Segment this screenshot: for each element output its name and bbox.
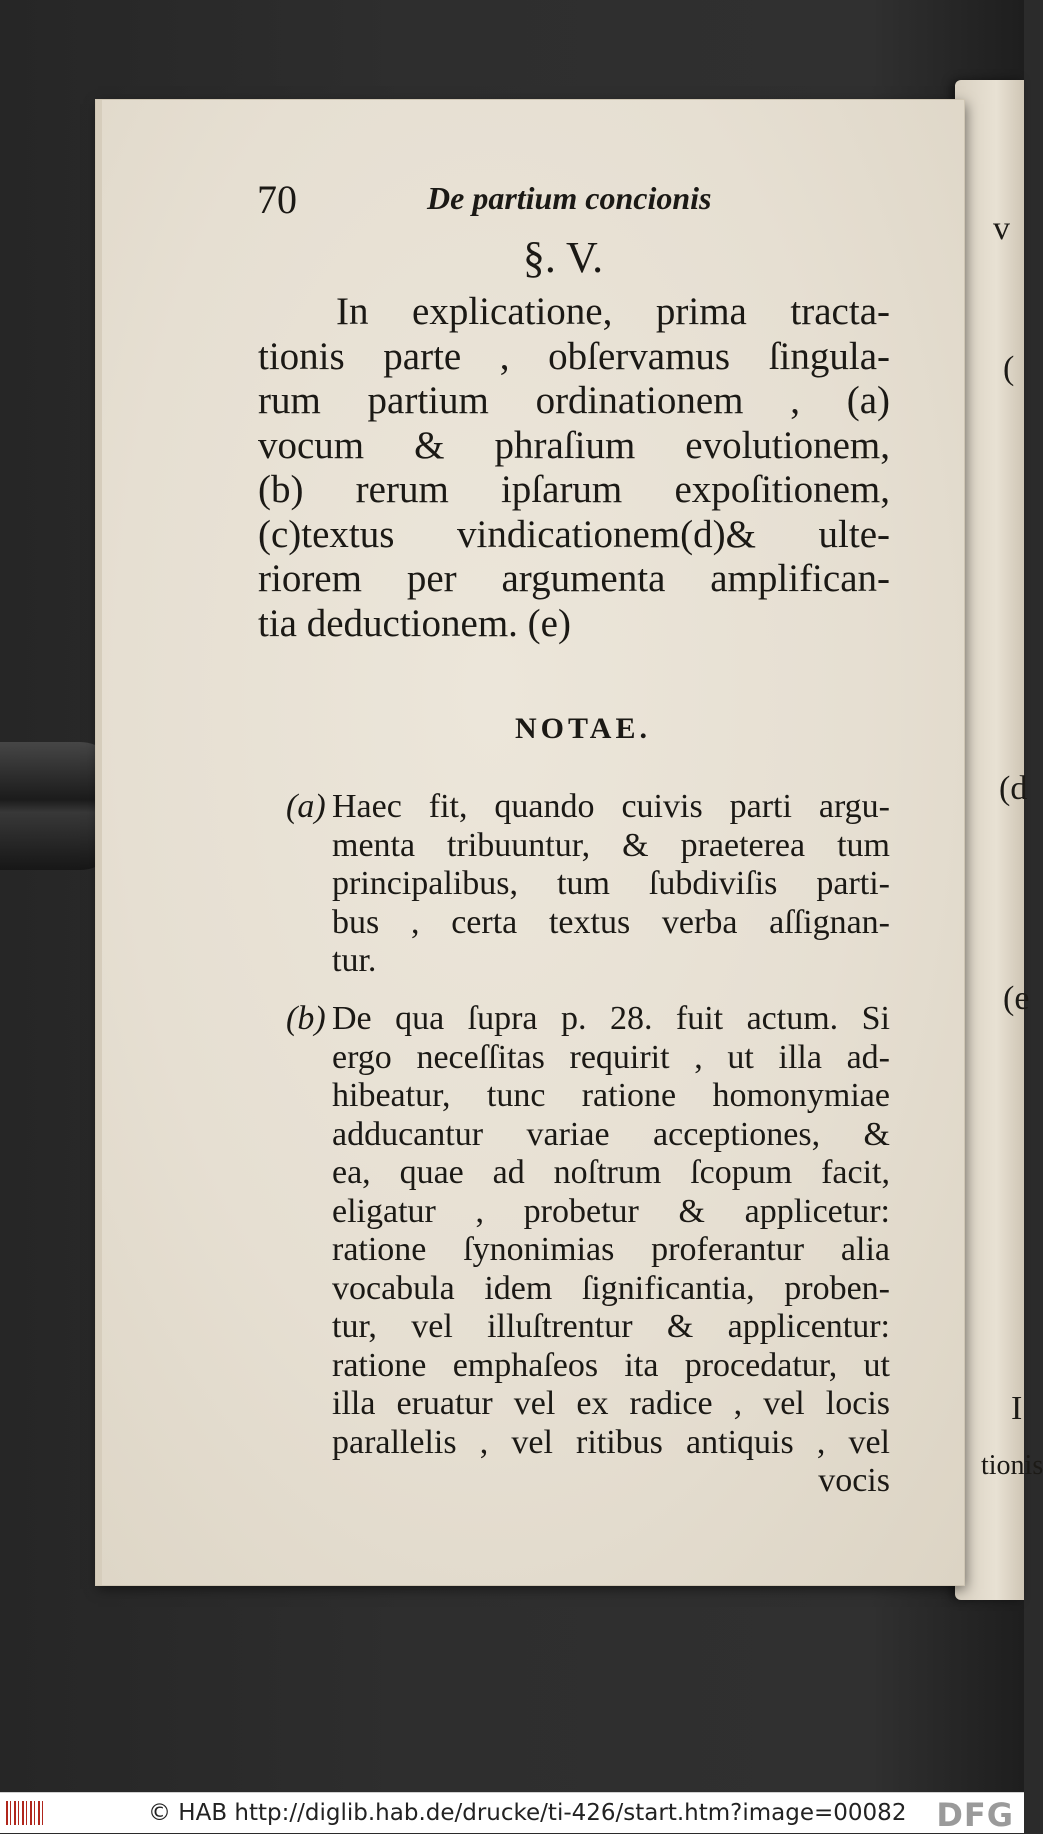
note-line: parallelis , vel ritibus antiquis , vel	[332, 1423, 890, 1461]
dfg-logo: DFG	[936, 1796, 1014, 1834]
text-line: (b) rerum ipſarum expoſitionem,	[258, 468, 890, 511]
text-line: In explicatione, prima tracta-	[336, 290, 890, 333]
text-line: tionis parte , obſervamus ſingula-	[258, 334, 890, 378]
note-line: tur, vel illuſtrentur & applicentur:	[332, 1308, 890, 1345]
next-page-fragment: tionis	[981, 1450, 1043, 1481]
note-line: ergo neceſſitas requirit , ut illa ad-	[332, 1038, 890, 1076]
note-line: Haec fit, quando cuivis parti argu-	[332, 788, 890, 825]
notes-heading	[102, 712, 964, 746]
page-header	[257, 176, 817, 224]
text-line: tia deductionem. (e)	[258, 601, 571, 645]
book-page	[96, 100, 964, 1585]
text-line: vocum & phraſium evolutionem,	[258, 423, 890, 467]
text-line: riorem per argumenta amplifican-	[258, 557, 890, 600]
note-line: hibeatur, tunc ratione homonymiae	[332, 1077, 890, 1114]
note-line: vocabula idem ſignificantia, proben-	[332, 1269, 890, 1307]
note-line: bus , certa textus verba aſſignan-	[332, 903, 890, 941]
footnote-b	[286, 1000, 890, 1501]
running-head: De partium concionis	[427, 180, 712, 216]
next-page-fragment: (d	[999, 770, 1028, 807]
next-page-fragment: I	[1011, 1390, 1023, 1427]
next-page-fragment: (e	[1003, 980, 1030, 1017]
barcode-logo-icon	[6, 1801, 46, 1825]
note-marker: (b)	[286, 1000, 326, 1037]
section-mark: §. V.	[522, 233, 604, 282]
catchword: vocis	[818, 1462, 890, 1499]
note-line: menta tribuuntur, & praeterea tum	[332, 826, 890, 864]
text-line: (c)textus vindicationem(d)& ulte-	[258, 512, 890, 556]
note-line: principalibus, tum ſubdiviſis parti-	[332, 865, 890, 902]
note-line: tur.	[332, 942, 377, 979]
page-number: 70	[257, 177, 297, 222]
footnote-a	[286, 788, 890, 981]
note-line: ratione emphaſeos ita procedatur, ut	[332, 1346, 890, 1384]
next-page-fragment: (	[1003, 350, 1015, 387]
note-line: ratione ſynonimias proferantur alia	[332, 1231, 890, 1268]
text-line: rum partium ordinationem , (a)	[258, 379, 890, 422]
note-line: illa eruatur vel ex radice , vel locis	[332, 1385, 890, 1422]
source-link[interactable]: © HAB http://diglib.hab.de/drucke/ti-426/start.htm?image=00082	[148, 1800, 907, 1826]
next-page-edge	[955, 80, 1043, 1600]
note-line: adducantur variae acceptiones, &	[332, 1115, 890, 1153]
section-heading	[102, 232, 964, 283]
note-marker: (a)	[286, 788, 326, 825]
notes-title: NOTAE.	[515, 712, 651, 745]
footer-bar	[0, 1792, 1024, 1833]
note-line: eligatur , probetur & applicetur:	[332, 1192, 890, 1230]
note-line: ea, quae ad noſtrum ſcopum facit,	[332, 1154, 890, 1191]
note-line: De qua ſupra p. 28. fuit actum. Si	[332, 1000, 890, 1037]
next-page-fragment: v	[993, 210, 1010, 247]
main-paragraph	[258, 290, 890, 646]
